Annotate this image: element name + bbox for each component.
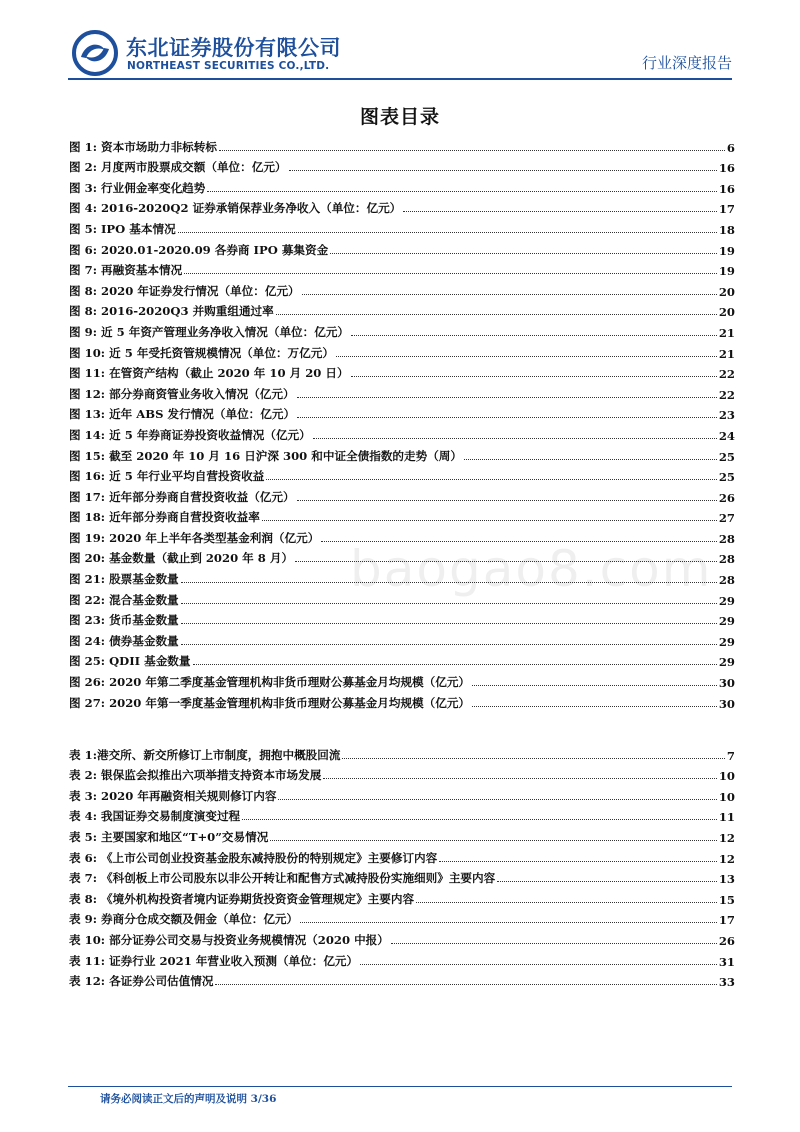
figure-entry-page: 19 [718,243,735,258]
figure-entry-label: 图 2: 月度两市股票成交额（单位：亿元） [69,160,287,175]
dot-leader [323,778,717,779]
table-entry[interactable] [69,742,735,763]
figure-entry-page: 6 [726,140,735,155]
page-header [0,0,800,90]
figure-entry-label: 图 11: 在管资产结构（截止 2020 年 10 月 20 日） [69,366,349,381]
figure-entry-label: 图 4: 2016-2020Q2 证券承销保荐业务净收入（单位：亿元） [69,201,402,216]
table-entry-label: 表 10: 部分证券公司交易与投资业务规模情况（2020 中报） [69,932,389,947]
table-entry-page: 11 [718,810,735,825]
dot-leader [181,644,717,645]
figure-entry-page: 29 [718,634,735,649]
table-entry[interactable] [69,866,735,887]
figure-entry-label: 图 25: QDII 基金数量 [69,654,191,669]
figure-entry-page: 28 [718,531,735,546]
figure-entry[interactable] [69,484,735,505]
dot-leader [207,191,717,192]
table-entry-label: 表 3: 2020 年再融资相关规则修订内容 [69,788,277,803]
footer-divider [68,1086,732,1087]
dot-leader [270,840,717,841]
table-entry-label: 表 7: 《科创板上市公司股东以非公开转让和配售方式减持股份实施细则》主要内容 [69,871,496,886]
figure-entry-page: 16 [718,161,735,176]
figure-toc-list [69,134,735,711]
figure-entry-page: 23 [718,408,735,423]
figure-entry-label: 图 5: IPO 基本情况 [69,221,176,236]
figure-entry[interactable] [69,690,735,711]
table-entry[interactable] [69,804,735,825]
table-entry[interactable] [69,969,735,990]
figure-entry-label: 图 10: 近 5 年受托资管规模情况（单位：万亿元） [69,345,334,360]
dot-leader [297,397,717,398]
table-entry[interactable] [69,886,735,907]
figure-entry[interactable] [69,175,735,196]
table-entry-page: 10 [718,769,735,784]
table-entry-page: 12 [718,851,735,866]
dot-leader [336,356,717,357]
dot-leader [289,170,717,171]
figure-entry-label: 图 17: 近年部分券商自营投资收益（亿元） [69,489,295,504]
table-entry-label: 表 5: 主要国家和地区“T+0”交易情况 [69,829,269,844]
dot-leader [181,582,717,583]
dot-leader [300,922,717,923]
figure-entry[interactable] [69,669,735,690]
figure-entry[interactable] [69,155,735,176]
dot-leader [497,881,717,882]
figure-entry[interactable] [69,278,735,299]
dot-leader [472,706,717,707]
table-entry-page: 17 [718,913,735,928]
figure-entry[interactable] [69,464,735,485]
footer-page-number: 3/36 [250,1093,277,1105]
dot-leader [276,314,717,315]
dot-leader [464,459,717,460]
figure-entry-page: 22 [718,367,735,382]
brand-name-cn: 东北证券股份有限公司 [126,36,341,60]
table-entry-label: 表 9: 券商分仓成交额及佣金（单位：亿元） [69,912,299,927]
dot-leader [178,232,717,233]
company-logo-icon [72,30,118,76]
dot-leader [278,799,716,800]
table-entry-page: 33 [718,975,735,990]
table-entry[interactable] [69,948,735,969]
figure-entry-page: 22 [718,387,735,402]
table-entry-label: 表 1:港交所、新交所修订上市制度，拥抱中概股回流 [69,747,341,762]
dot-leader [472,685,717,686]
figure-entry[interactable] [69,402,735,423]
figure-entry-page: 29 [718,614,735,629]
table-entry-label: 表 6: 《上市公司创业投资基金股东减持股份的特别规定》主要修订内容 [69,850,438,865]
figure-entry[interactable] [69,299,735,320]
table-entry-label: 表 12: 各证券公司估值情况 [69,974,214,989]
figure-entry[interactable] [69,628,735,649]
table-entry-label: 表 8: 《境外机构投资者境内证券期货投资资金管理规定》主要内容 [69,891,415,906]
figure-entry[interactable] [69,525,735,546]
dot-leader [330,253,717,254]
figure-entry-page: 20 [718,284,735,299]
figure-entry-label: 图 8: 2020 年证券发行情况（单位：亿元） [69,283,300,298]
figure-entry-page: 30 [718,676,735,691]
dot-leader [321,541,717,542]
figure-entry-page: 30 [718,696,735,711]
figure-entry-page: 18 [718,222,735,237]
dot-leader [219,150,725,151]
figure-entry-label: 图 27: 2020 年第一季度基金管理机构非货币理财公募基金月均规模（亿元） [69,695,471,710]
figure-entry-page: 16 [718,181,735,196]
table-entry[interactable] [69,763,735,784]
figure-entry-page: 27 [718,511,735,526]
dot-leader [313,438,717,439]
table-entry-label: 表 2: 银保监会拟推出六项举措支持资本市场发展 [69,768,322,783]
dot-leader [242,819,717,820]
figure-entry-page: 29 [718,655,735,670]
figure-entry[interactable] [69,649,735,670]
table-entry-page: 10 [718,789,735,804]
figure-entry[interactable] [69,340,735,361]
figure-entry[interactable] [69,381,735,402]
dot-leader [416,902,717,903]
table-entry-label: 表 4: 我国证券交易制度演变过程 [69,809,241,824]
table-entry-page: 15 [718,892,735,907]
figure-entry-label: 图 16: 近 5 年行业平均自营投资收益 [69,469,265,484]
figure-entry-label: 图 9: 近 5 年资产管理业务净收入情况（单位：亿元） [69,324,350,339]
figure-entry-label: 图 22: 混合基金数量 [69,592,179,607]
figure-entry[interactable] [69,319,735,340]
figure-entry-label: 图 7: 再融资基本情况 [69,263,183,278]
page-footer [100,1091,276,1106]
figure-entry-label: 图 1: 资本市场助力非标转标 [69,139,217,154]
figure-entry-label: 图 3: 行业佣金率变化趋势 [69,180,206,195]
table-entry-page: 12 [718,830,735,845]
dot-leader [184,273,717,274]
report-type-label: 行业深度报告 [641,54,732,72]
table-entry-page: 31 [718,954,735,969]
dot-leader [342,758,724,759]
figure-entry-label: 图 15: 截至 2020 年 10 月 16 日沪深 300 和中证全债指数的走势（周） [69,448,462,463]
figure-entry[interactable] [69,196,735,217]
dot-leader [193,664,717,665]
dot-leader [439,861,717,862]
table-entry-page: 7 [726,748,735,763]
figure-entry-label: 图 20: 基金数量（截止到 2020 年 8 月） [69,551,294,566]
table-entry[interactable] [69,845,735,866]
table-entry[interactable] [69,783,735,804]
table-entry[interactable] [69,824,735,845]
header-divider [68,78,732,80]
figure-entry-label: 图 26: 2020 年第二季度基金管理机构非货币理财公募基金月均规模（亿元） [69,675,471,690]
dot-leader [181,603,717,604]
figure-entry-page: 24 [718,428,735,443]
figure-entry-page: 19 [718,264,735,279]
figure-entry[interactable] [69,608,735,629]
figure-entry[interactable] [69,566,735,587]
dot-leader [391,943,717,944]
figure-entry[interactable] [69,546,735,567]
dot-leader [403,211,717,212]
table-entry[interactable] [69,907,735,928]
brand-name-en: NORTHEAST SECURITIES CO.,LTD. [127,60,330,72]
dot-leader [351,335,717,336]
figure-entry[interactable] [69,134,735,155]
dot-leader [297,500,717,501]
figure-entry[interactable] [69,422,735,443]
figure-entry-page: 21 [718,346,735,361]
figure-entry-label: 图 23: 货币基金数量 [69,613,179,628]
figure-entry-label: 图 18: 近年部分券商自营投资收益率 [69,510,260,525]
footer-disclaimer: 请务必阅读正文后的声明及说明 [100,1093,247,1105]
dot-leader [181,623,717,624]
dot-leader [266,479,717,480]
figure-entry-page: 25 [718,449,735,464]
dot-leader [351,376,717,377]
figure-entry-label: 图 8: 2016-2020Q3 并购重组通过率 [69,304,274,319]
figure-entry-label: 图 19: 2020 年上半年各类型基金利润（亿元） [69,530,320,545]
dot-leader [262,520,717,521]
dot-leader [215,984,716,985]
figure-entry-label: 图 13: 近年 ABS 发行情况（单位：亿元） [69,407,296,422]
table-entry-label: 表 11: 证券行业 2021 年营业收入预测（单位：亿元） [69,953,359,968]
figure-entry-page: 17 [718,202,735,217]
dot-leader [302,294,717,295]
figure-entry[interactable] [69,505,735,526]
figure-entry[interactable] [69,361,735,382]
table-entry-page: 26 [718,933,735,948]
dot-leader [360,964,717,965]
figure-entry-page: 25 [718,470,735,485]
figure-entry[interactable] [69,216,735,237]
figure-entry-page: 28 [718,573,735,588]
figure-entry-page: 26 [718,490,735,505]
figure-entry-page: 28 [718,552,735,567]
page-title: 图表目录 [359,106,440,128]
figure-entry[interactable] [69,258,735,279]
figure-entry-label: 图 6: 2020.01-2020.09 各券商 IPO 募集资金 [69,242,329,257]
figure-entry-page: 20 [718,305,735,320]
figure-entry-page: 29 [718,593,735,608]
dot-leader [297,417,717,418]
table-entry-page: 13 [718,872,735,887]
table-entry[interactable] [69,927,735,948]
figure-entry-label: 图 21: 股票基金数量 [69,572,179,587]
dot-leader [295,561,717,562]
figure-entry[interactable] [69,443,735,464]
watermark: baogao8.com [350,540,713,598]
figure-entry-page: 21 [718,325,735,340]
figure-entry[interactable] [69,237,735,258]
figure-entry-label: 图 14: 近 5 年券商证券投资收益情况（亿元） [69,427,311,442]
table-toc-list [69,742,735,989]
figure-entry-label: 图 12: 部分券商资管业务收入情况（亿元） [69,386,295,401]
figure-entry-label: 图 24: 债券基金数量 [69,633,179,648]
figure-entry[interactable] [69,587,735,608]
